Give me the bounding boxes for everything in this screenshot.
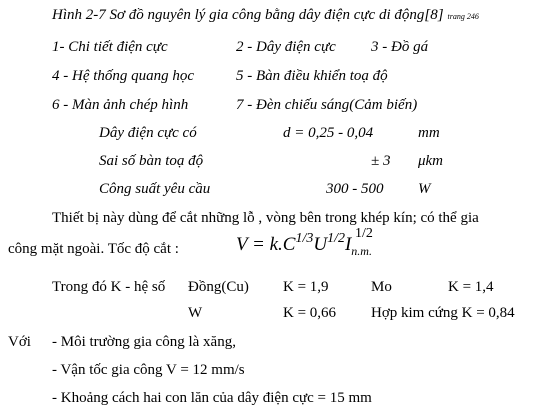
coefficient-k-mo: K = 1,4 <box>448 279 494 295</box>
condition-item-1: - Môi trường gia công là xăng, <box>52 334 236 350</box>
legend-item-7: 7 - Đèn chiếu sáng(Cảm biến) <box>236 97 418 113</box>
spec-unit-error: μkm <box>418 153 444 169</box>
paragraph-line-1: Thiết bị này dùng để cắt những lỗ , vòng bên trong khép kín; có thể gia <box>52 210 479 226</box>
figure-caption <box>52 6 479 26</box>
formula-c-exponent: 1/3 <box>295 231 314 246</box>
coefficient-intro: Trong đó K - hệ số <box>52 279 166 295</box>
formula-i-term <box>344 226 373 259</box>
spec-unit-wire: mm <box>418 125 440 141</box>
legend-item-1: 1- Chi tiết điện cực <box>52 39 168 55</box>
spec-value-error: ± 3 <box>371 153 391 169</box>
formula-u-exponent: 1/2 <box>327 231 345 246</box>
caption-text: Hình 2-7 Sơ đồ nguyên lý gia công bằng dây điện cực di động[8] <box>52 7 444 23</box>
conditions-lead: Với <box>8 334 31 350</box>
coefficient-material-w: W <box>188 305 203 321</box>
spec-label-power: Công suất yêu cầu <box>99 181 211 197</box>
spec-label-error: Sai số bàn toạ độ <box>99 153 204 169</box>
legend-item-4: 4 - Hệ thống quang học <box>52 68 195 84</box>
coefficient-hard-alloy: Hợp kim cứng K = 0,84 <box>371 305 515 321</box>
spec-label-wire: Dây điện cực có <box>99 125 197 141</box>
formula-i: I <box>344 234 352 255</box>
spec-unit-power: W <box>418 181 431 197</box>
cutting-speed-formula <box>236 226 373 259</box>
condition-item-3: - Khoảng cách hai con lăn của dây điện cực = 15 mm <box>52 390 372 406</box>
formula-u: U <box>313 234 328 255</box>
legend-item-2: 2 - Dây điện cực <box>236 39 336 55</box>
formula-i-subscript: n.m. <box>351 243 372 258</box>
paragraph-line-2: công mặt ngoài. Tốc độ cắt : <box>8 241 179 257</box>
spec-value-wire: d = 0,25 - 0,04 <box>283 125 374 141</box>
legend-item-3: 3 - Đồ gá <box>371 39 429 55</box>
coefficient-material-cu: Đồng(Cu) <box>188 279 249 295</box>
formula-i-exponent: 1/2 <box>354 226 373 241</box>
formula-lhs: V = k.C <box>236 234 296 255</box>
legend-item-6: 6 - Màn ảnh chép hình <box>52 97 189 113</box>
spec-value-power: 300 - 500 <box>326 181 384 197</box>
coefficient-k-cu: K = 1,9 <box>283 279 329 295</box>
condition-item-2: - Vận tốc gia công V = 12 mm/s <box>52 362 245 378</box>
caption-reference: trang 246 <box>447 12 479 21</box>
legend-item-5: 5 - Bàn điều khiển toạ độ <box>236 68 388 84</box>
coefficient-material-mo: Mo <box>371 279 392 295</box>
coefficient-k-w: K = 0,66 <box>283 305 337 321</box>
